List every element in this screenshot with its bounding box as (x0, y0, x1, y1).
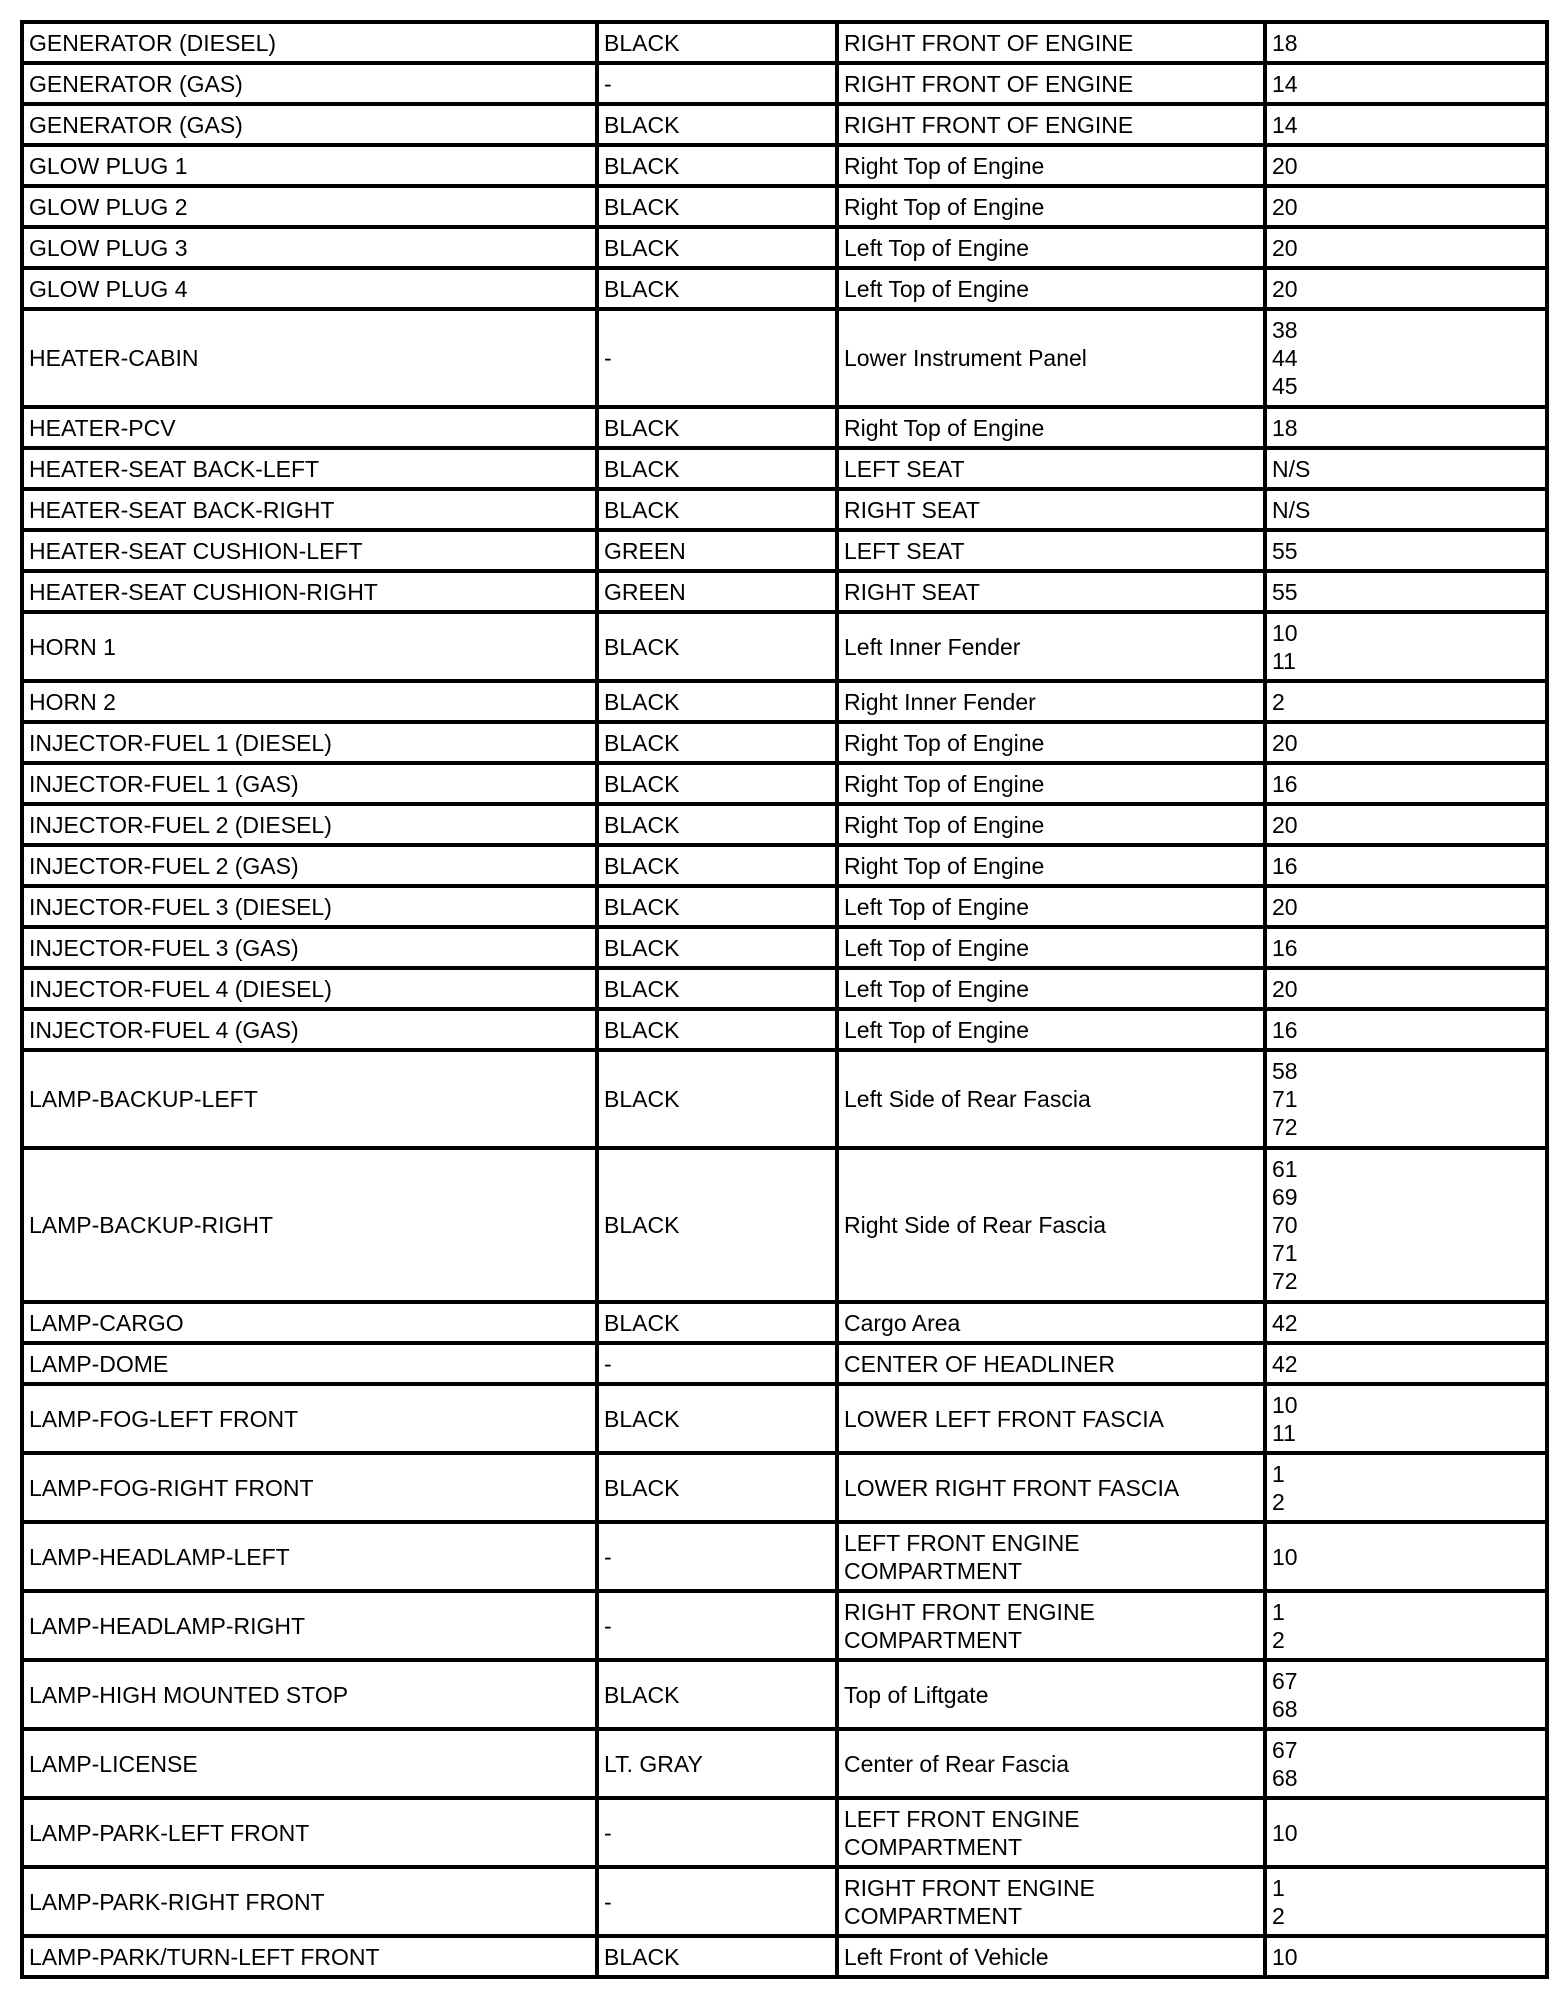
table-row (22, 448, 1547, 489)
table-row (22, 104, 1547, 145)
locator-view-cell: 10 (1265, 1936, 1547, 1977)
component-name-cell: INJECTOR-FUEL 1 (DIESEL) (22, 722, 597, 763)
connector-color-cell: - (597, 1798, 837, 1867)
location-cell: Right Top of Engine (837, 845, 1265, 886)
locator-view-cell: 1 2 (1265, 1453, 1547, 1522)
locator-view-cell: 18 (1265, 22, 1547, 63)
connector-color-cell: BLACK (597, 489, 837, 530)
table-row (22, 1591, 1547, 1660)
component-name-cell: HEATER-SEAT CUSHION-LEFT (22, 530, 597, 571)
connector-color-cell: - (597, 63, 837, 104)
connector-color-cell: BLACK (597, 1936, 837, 1977)
locator-view-cell: 42 (1265, 1343, 1547, 1384)
component-name-cell: LAMP-BACKUP-LEFT (22, 1050, 597, 1148)
locator-view-cell: 55 (1265, 571, 1547, 612)
table-row (22, 22, 1547, 63)
component-name-cell: HORN 2 (22, 681, 597, 722)
connector-color-cell: BLACK (597, 1050, 837, 1148)
locator-view-cell: 16 (1265, 927, 1547, 968)
component-name-cell: INJECTOR-FUEL 2 (DIESEL) (22, 804, 597, 845)
connector-color-cell: BLACK (597, 763, 837, 804)
locator-view-cell: 14 (1265, 63, 1547, 104)
component-name-cell: GLOW PLUG 3 (22, 227, 597, 268)
component-name-cell: LAMP-BACKUP-RIGHT (22, 1148, 597, 1302)
component-name-cell: INJECTOR-FUEL 3 (DIESEL) (22, 886, 597, 927)
component-name-cell: LAMP-DOME (22, 1343, 597, 1384)
connector-color-cell: GREEN (597, 571, 837, 612)
table-row (22, 1867, 1547, 1936)
location-cell: Right Top of Engine (837, 407, 1265, 448)
connector-color-cell: BLACK (597, 145, 837, 186)
location-cell: Left Top of Engine (837, 886, 1265, 927)
locator-view-cell: 20 (1265, 886, 1547, 927)
component-name-cell: HEATER-CABIN (22, 309, 597, 407)
table-row (22, 1302, 1547, 1343)
table-row (22, 1522, 1547, 1591)
connector-color-cell: BLACK (597, 804, 837, 845)
connector-color-cell: - (597, 1343, 837, 1384)
table-row (22, 227, 1547, 268)
table-row (22, 186, 1547, 227)
connector-color-cell: - (597, 1867, 837, 1936)
component-name-cell: INJECTOR-FUEL 4 (GAS) (22, 1009, 597, 1050)
location-cell: Left Inner Fender (837, 612, 1265, 681)
component-name-cell: GLOW PLUG 1 (22, 145, 597, 186)
locator-view-cell: 16 (1265, 845, 1547, 886)
location-cell: Right Top of Engine (837, 722, 1265, 763)
location-cell: RIGHT SEAT (837, 571, 1265, 612)
locator-view-cell: 20 (1265, 804, 1547, 845)
component-name-cell: LAMP-PARK-LEFT FRONT (22, 1798, 597, 1867)
location-cell: Left Top of Engine (837, 227, 1265, 268)
component-name-cell: LAMP-FOG-LEFT FRONT (22, 1384, 597, 1453)
connector-color-cell: BLACK (597, 968, 837, 1009)
location-cell: RIGHT FRONT OF ENGINE (837, 63, 1265, 104)
connector-color-cell: LT. GRAY (597, 1729, 837, 1798)
table-row (22, 1148, 1547, 1302)
locator-view-cell: 20 (1265, 968, 1547, 1009)
table-row (22, 268, 1547, 309)
location-cell: Left Side of Rear Fascia (837, 1050, 1265, 1148)
connector-color-cell: BLACK (597, 448, 837, 489)
component-name-cell: LAMP-PARK-RIGHT FRONT (22, 1867, 597, 1936)
location-cell: Right Top of Engine (837, 804, 1265, 845)
component-name-cell: GLOW PLUG 2 (22, 186, 597, 227)
location-cell: RIGHT FRONT ENGINE COMPARTMENT (837, 1867, 1265, 1936)
connector-color-cell: BLACK (597, 612, 837, 681)
location-cell: Left Top of Engine (837, 968, 1265, 1009)
connector-color-cell: BLACK (597, 1384, 837, 1453)
locator-view-cell: 10 (1265, 1522, 1547, 1591)
location-cell: Left Top of Engine (837, 927, 1265, 968)
component-name-cell: LAMP-HIGH MOUNTED STOP (22, 1660, 597, 1729)
table-row (22, 886, 1547, 927)
table-row (22, 571, 1547, 612)
locator-view-cell: 20 (1265, 227, 1547, 268)
component-name-cell: HEATER-PCV (22, 407, 597, 448)
location-cell: Cargo Area (837, 1302, 1265, 1343)
location-cell: RIGHT FRONT OF ENGINE (837, 22, 1265, 63)
component-name-cell: INJECTOR-FUEL 3 (GAS) (22, 927, 597, 968)
component-name-cell: GENERATOR (GAS) (22, 63, 597, 104)
component-name-cell: GLOW PLUG 4 (22, 268, 597, 309)
component-name-cell: INJECTOR-FUEL 1 (GAS) (22, 763, 597, 804)
component-name-cell: LAMP-CARGO (22, 1302, 597, 1343)
location-cell: Right Top of Engine (837, 145, 1265, 186)
table-row (22, 1050, 1547, 1148)
location-cell: LEFT FRONT ENGINE COMPARTMENT (837, 1798, 1265, 1867)
connector-color-cell: BLACK (597, 22, 837, 63)
location-cell: CENTER OF HEADLINER (837, 1343, 1265, 1384)
table-row (22, 1798, 1547, 1867)
connector-color-cell: BLACK (597, 268, 837, 309)
component-name-cell: HEATER-SEAT BACK-RIGHT (22, 489, 597, 530)
locator-view-cell: 55 (1265, 530, 1547, 571)
connector-color-cell: BLACK (597, 186, 837, 227)
location-cell: LOWER LEFT FRONT FASCIA (837, 1384, 1265, 1453)
component-name-cell: LAMP-FOG-RIGHT FRONT (22, 1453, 597, 1522)
locator-view-cell: 20 (1265, 268, 1547, 309)
connector-color-cell: BLACK (597, 927, 837, 968)
connector-color-cell: GREEN (597, 530, 837, 571)
table-row (22, 968, 1547, 1009)
location-cell: LOWER RIGHT FRONT FASCIA (837, 1453, 1265, 1522)
table-row (22, 927, 1547, 968)
location-cell: Right Inner Fender (837, 681, 1265, 722)
table-row (22, 1936, 1547, 1977)
connector-color-cell: BLACK (597, 1660, 837, 1729)
table-row (22, 1729, 1547, 1798)
table-body (22, 22, 1547, 1977)
table-row (22, 145, 1547, 186)
locator-view-cell: N/S (1265, 448, 1547, 489)
table-row (22, 530, 1547, 571)
connector-color-cell: BLACK (597, 681, 837, 722)
location-cell: LEFT SEAT (837, 448, 1265, 489)
location-cell: Left Top of Engine (837, 268, 1265, 309)
locator-view-cell: 20 (1265, 186, 1547, 227)
component-name-cell: HEATER-SEAT CUSHION-RIGHT (22, 571, 597, 612)
component-name-cell: GENERATOR (GAS) (22, 104, 597, 145)
locator-view-cell: 38 44 45 (1265, 309, 1547, 407)
location-cell: Lower Instrument Panel (837, 309, 1265, 407)
connector-color-cell: BLACK (597, 1453, 837, 1522)
connector-color-cell: BLACK (597, 1148, 837, 1302)
location-cell: Left Front of Vehicle (837, 1936, 1265, 1977)
connector-color-cell: - (597, 1522, 837, 1591)
location-cell: LEFT SEAT (837, 530, 1265, 571)
connector-color-cell: BLACK (597, 1302, 837, 1343)
component-name-cell: LAMP-PARK/TURN-LEFT FRONT (22, 1936, 597, 1977)
locator-view-cell: N/S (1265, 489, 1547, 530)
table-row (22, 407, 1547, 448)
connector-color-cell: BLACK (597, 1009, 837, 1050)
table-row (22, 1384, 1547, 1453)
table-row (22, 309, 1547, 407)
table-row (22, 1453, 1547, 1522)
locator-view-cell: 58 71 72 (1265, 1050, 1547, 1148)
location-cell: Center of Rear Fascia (837, 1729, 1265, 1798)
location-cell: RIGHT FRONT ENGINE COMPARTMENT (837, 1591, 1265, 1660)
location-cell: Top of Liftgate (837, 1660, 1265, 1729)
table-row (22, 1009, 1547, 1050)
connector-color-cell: BLACK (597, 722, 837, 763)
locator-view-cell: 1 2 (1265, 1867, 1547, 1936)
locator-view-cell: 67 68 (1265, 1729, 1547, 1798)
table-row (22, 63, 1547, 104)
locator-view-cell: 20 (1265, 722, 1547, 763)
component-name-cell: LAMP-LICENSE (22, 1729, 597, 1798)
locator-view-cell: 20 (1265, 145, 1547, 186)
table-row (22, 1660, 1547, 1729)
table-row (22, 681, 1547, 722)
connector-color-cell: - (597, 1591, 837, 1660)
locator-view-cell: 14 (1265, 104, 1547, 145)
locator-view-cell: 10 11 (1265, 612, 1547, 681)
connector-color-cell: BLACK (597, 407, 837, 448)
connector-color-cell: BLACK (597, 886, 837, 927)
component-name-cell: HORN 1 (22, 612, 597, 681)
location-cell: Right Top of Engine (837, 763, 1265, 804)
connector-location-table (20, 20, 1549, 1979)
table-row (22, 489, 1547, 530)
locator-view-cell: 42 (1265, 1302, 1547, 1343)
table-row (22, 763, 1547, 804)
connector-color-cell: - (597, 309, 837, 407)
component-name-cell: GENERATOR (DIESEL) (22, 22, 597, 63)
locator-view-cell: 10 (1265, 1798, 1547, 1867)
location-cell: Right Top of Engine (837, 186, 1265, 227)
locator-view-cell: 16 (1265, 763, 1547, 804)
connector-color-cell: BLACK (597, 845, 837, 886)
component-name-cell: LAMP-HEADLAMP-RIGHT (22, 1591, 597, 1660)
connector-color-cell: BLACK (597, 104, 837, 145)
location-cell: Left Top of Engine (837, 1009, 1265, 1050)
component-name-cell: INJECTOR-FUEL 4 (DIESEL) (22, 968, 597, 1009)
locator-view-cell: 1 2 (1265, 1591, 1547, 1660)
locator-view-cell: 67 68 (1265, 1660, 1547, 1729)
location-cell: RIGHT FRONT OF ENGINE (837, 104, 1265, 145)
locator-view-cell: 2 (1265, 681, 1547, 722)
location-cell: Right Side of Rear Fascia (837, 1148, 1265, 1302)
table-row (22, 722, 1547, 763)
location-cell: LEFT FRONT ENGINE COMPARTMENT (837, 1522, 1265, 1591)
table-row (22, 845, 1547, 886)
locator-view-cell: 61 69 70 71 72 (1265, 1148, 1547, 1302)
component-name-cell: HEATER-SEAT BACK-LEFT (22, 448, 597, 489)
locator-view-cell: 16 (1265, 1009, 1547, 1050)
table-row (22, 612, 1547, 681)
component-name-cell: LAMP-HEADLAMP-LEFT (22, 1522, 597, 1591)
table-row (22, 1343, 1547, 1384)
component-name-cell: INJECTOR-FUEL 2 (GAS) (22, 845, 597, 886)
locator-view-cell: 18 (1265, 407, 1547, 448)
locator-view-cell: 10 11 (1265, 1384, 1547, 1453)
connector-color-cell: BLACK (597, 227, 837, 268)
table-row (22, 804, 1547, 845)
location-cell: RIGHT SEAT (837, 489, 1265, 530)
